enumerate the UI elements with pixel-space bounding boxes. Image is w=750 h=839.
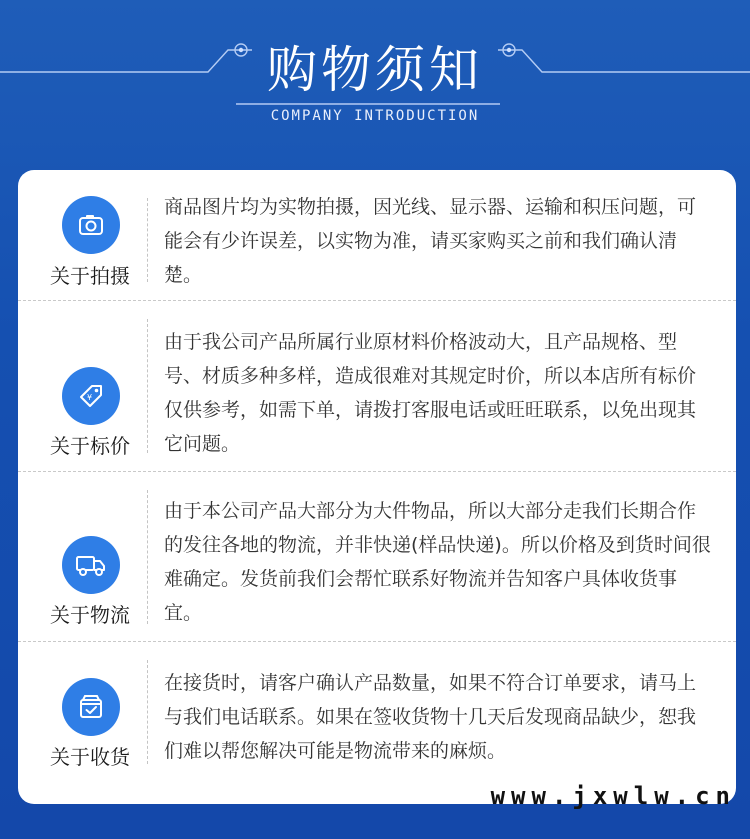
section-label: 关于收货 (50, 745, 130, 769)
section-photo (18, 170, 736, 300)
section-label: 关于物流 (50, 603, 130, 627)
price-tag-icon (62, 367, 120, 425)
section-label: 关于标价 (50, 434, 130, 458)
package-check-icon (62, 678, 120, 736)
page-title: 购物须知 (267, 41, 483, 99)
page-subtitle: COMPANY INTRODUCTION (270, 108, 480, 124)
section-logistics (18, 472, 736, 642)
header (0, 0, 750, 150)
section-label: 关于拍摄 (50, 264, 130, 288)
section-pricing (18, 301, 736, 471)
section-receiving (18, 642, 736, 782)
truck-icon (62, 536, 120, 594)
notice-card (18, 170, 736, 804)
svg-text:¥: ¥ (87, 393, 93, 402)
camera-icon (62, 196, 120, 254)
section-text: 商品图片均为实物拍摄，因光线、显示器、运输和积压问题，可能会有少许误差，以实物为准，请买家购买之前和我们确认清楚。 (164, 196, 697, 286)
watermark-url: www.jxwlw.cn (490, 782, 736, 810)
section-text: 由于本公司产品大部分为大件物品，所以大部分走我们长期合作的发往各地的物流，并非快递(样品快递)。所以价格及到货时间很难确定。发货前我们会帮忙联系好物流并告知客户具体收货事宜。 (164, 500, 711, 624)
section-text: 由于我公司产品所属行业原材料价格波动大，且产品规格、型号、材质多种多样，造成很难对其规定时价，所以本店所有标价仅供参考，如需下单，请拨打客服电话或旺旺联系，以免出现其它问题。 (164, 331, 697, 455)
section-text: 在接货时，请客户确认产品数量，如果不符合订单要求，请马上与我们电话联系。如果在签收货物十几天后发现商品缺少，恕我们难以帮您解决可能是物流带来的麻烦。 (164, 672, 697, 762)
